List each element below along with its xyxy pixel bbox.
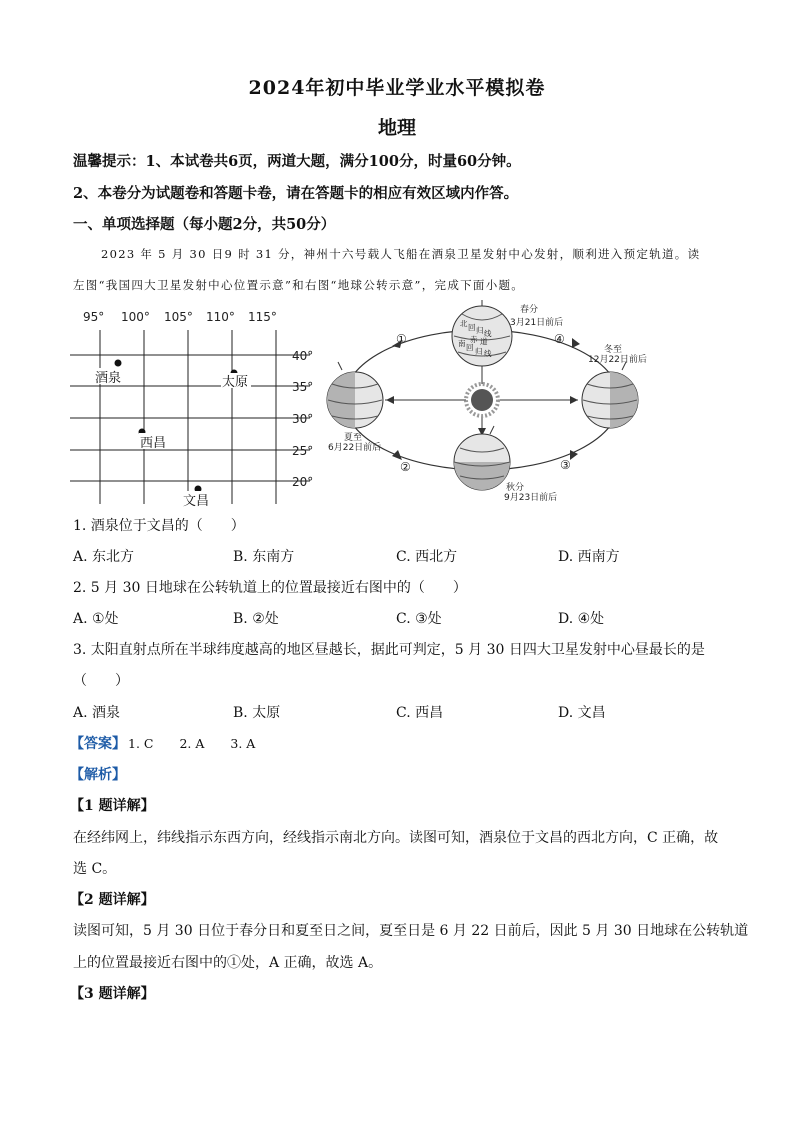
city-dot-jiuquan xyxy=(115,360,122,367)
svg-text:线: 线 xyxy=(484,349,492,358)
q1-option-d: D. 西南方 xyxy=(558,549,620,565)
svg-text:线: 线 xyxy=(484,329,492,338)
detail-2-line-2: 上的位置最接近右图中的①处，A 正确，故选 A。 xyxy=(73,955,383,971)
analysis-tag: 【解析】 xyxy=(70,767,126,783)
section-title: 一、单项选择题（每小题2分，共50分） xyxy=(73,216,336,233)
latitude-label: 40° xyxy=(292,349,314,363)
svg-text:归: 归 xyxy=(475,347,483,356)
answer-tag: 【答案】 xyxy=(70,736,126,752)
exam-title: 2024年初中毕业学业水平模拟卷 xyxy=(248,77,546,99)
city-label-xichang: 西昌 xyxy=(140,436,167,451)
sun-icon xyxy=(471,389,493,411)
longitude-label: 110° xyxy=(206,310,235,324)
longitude-label: 105° xyxy=(164,310,193,324)
detail-2-title: 【2 题详解】 xyxy=(70,892,155,908)
q2-option-a: A. ①处 xyxy=(73,611,119,627)
summer-label: 夏至 xyxy=(344,433,363,443)
latitude-label: 30° xyxy=(292,412,314,426)
answer-1: 1. C xyxy=(128,736,154,751)
q3-option-b: B. 太原 xyxy=(233,705,281,721)
q3-option-a: A. 酒泉 xyxy=(73,705,121,721)
tips-line-2: 2、本卷分为试题卷和答题卡卷，请在答题卡的相应有效区域内作答。 xyxy=(73,185,519,202)
question-3-stem-cont: （ ） xyxy=(73,673,129,689)
detail-3-title: 【3 题详解】 xyxy=(70,986,155,1002)
detail-2-line-1: 读图可知，5 月 30 日位于春分日和夏至日之间，夏至日是 6 月 22 日前后，因此 5 月 30 日地球在公转轨道 xyxy=(73,923,749,939)
globe-summer xyxy=(327,362,383,428)
q2-option-d: D. ④处 xyxy=(558,611,605,627)
longitude-label: 100° xyxy=(121,310,150,324)
latitude-label: 20° xyxy=(292,475,314,489)
latitude-label: 35° xyxy=(292,380,314,394)
detail-1-line-1: 在经纬网上，纬线指示东西方向，经线指示南北方向。读图可知，酒泉位于文昌的西北方向，C 正确，故 xyxy=(73,830,719,846)
position-marker-1: ① xyxy=(396,332,407,346)
intro-line-2: 左图“我国四大卫星发射中心位置示意”和右图“地球公转示意”，完成下面小题。 xyxy=(73,278,525,292)
winter-date: 12月22日前后 xyxy=(588,355,647,365)
svg-text:北: 北 xyxy=(460,319,468,328)
city-label-taiyuan: 太原 xyxy=(222,375,249,390)
q1-option-a: A. 东北方 xyxy=(73,549,135,565)
spring-label: 春分 xyxy=(520,305,539,315)
subject-title: 地理 xyxy=(377,117,416,139)
svg-text:赤: 赤 xyxy=(470,335,478,344)
q3-option-d: D. 文昌 xyxy=(558,705,606,721)
earth-revolution-diagram xyxy=(320,300,650,510)
q3-option-c: C. 西昌 xyxy=(396,705,444,721)
q2-option-b: B. ②处 xyxy=(233,611,279,627)
q1-option-b: B. 东南方 xyxy=(233,549,295,565)
tips-line-1: 温馨提示：1、本试卷共6页，两道大题，满分100分，时量60分钟。 xyxy=(73,153,521,170)
summer-date: 6月22日前后 xyxy=(328,443,382,453)
svg-text:回: 回 xyxy=(468,323,476,332)
answer-2: 2. A xyxy=(179,736,205,751)
question-2-stem: 2. 5 月 30 日地球在公转轨道上的位置最接近右图中的（ ） xyxy=(73,580,467,596)
globe-winter xyxy=(582,362,638,428)
globe-autumn xyxy=(454,426,510,490)
autumn-date: 9月23日前后 xyxy=(504,493,558,503)
svg-text:南: 南 xyxy=(458,339,466,348)
svg-text:道: 道 xyxy=(480,337,488,346)
spring-date: 3月21日前后 xyxy=(510,318,564,328)
svg-text:归: 归 xyxy=(476,326,484,335)
latitude-label: 25° xyxy=(292,444,314,458)
longitude-label: 115° xyxy=(248,310,277,324)
position-marker-3: ③ xyxy=(560,458,571,472)
launch-center-map xyxy=(70,302,330,512)
intro-line-1: 2023 年 5 月 30 日9 时 31 分，神州十六号载人飞船在酒泉卫星发射中心发射，顺利进入预定轨道。读 xyxy=(101,247,701,261)
globe-spring xyxy=(452,300,512,366)
detail-1-title: 【1 题详解】 xyxy=(70,798,155,814)
svg-text:回: 回 xyxy=(466,343,474,352)
answer-row xyxy=(70,733,255,753)
autumn-label: 秋分 xyxy=(506,483,525,493)
position-marker-4: ④ xyxy=(554,332,565,346)
q2-option-c: C. ③处 xyxy=(396,611,442,627)
city-label-jiuquan: 酒泉 xyxy=(95,371,122,386)
q1-option-c: C. 西北方 xyxy=(396,549,458,565)
winter-label: 冬至 xyxy=(604,345,623,355)
answer-3: 3. A xyxy=(230,736,256,751)
longitude-label: 95° xyxy=(83,310,105,324)
detail-1-line-2: 选 C。 xyxy=(73,861,117,877)
position-marker-2: ② xyxy=(400,460,411,474)
question-3-stem: 3. 太阳直射点所在半球纬度越高的地区昼越长，据此可判定，5 月 30 日四大卫星发射中心昼最长的是 xyxy=(73,642,705,658)
city-label-wenchang: 文昌 xyxy=(183,494,210,509)
question-1-stem: 1. 酒泉位于文昌的（ ） xyxy=(73,518,245,534)
